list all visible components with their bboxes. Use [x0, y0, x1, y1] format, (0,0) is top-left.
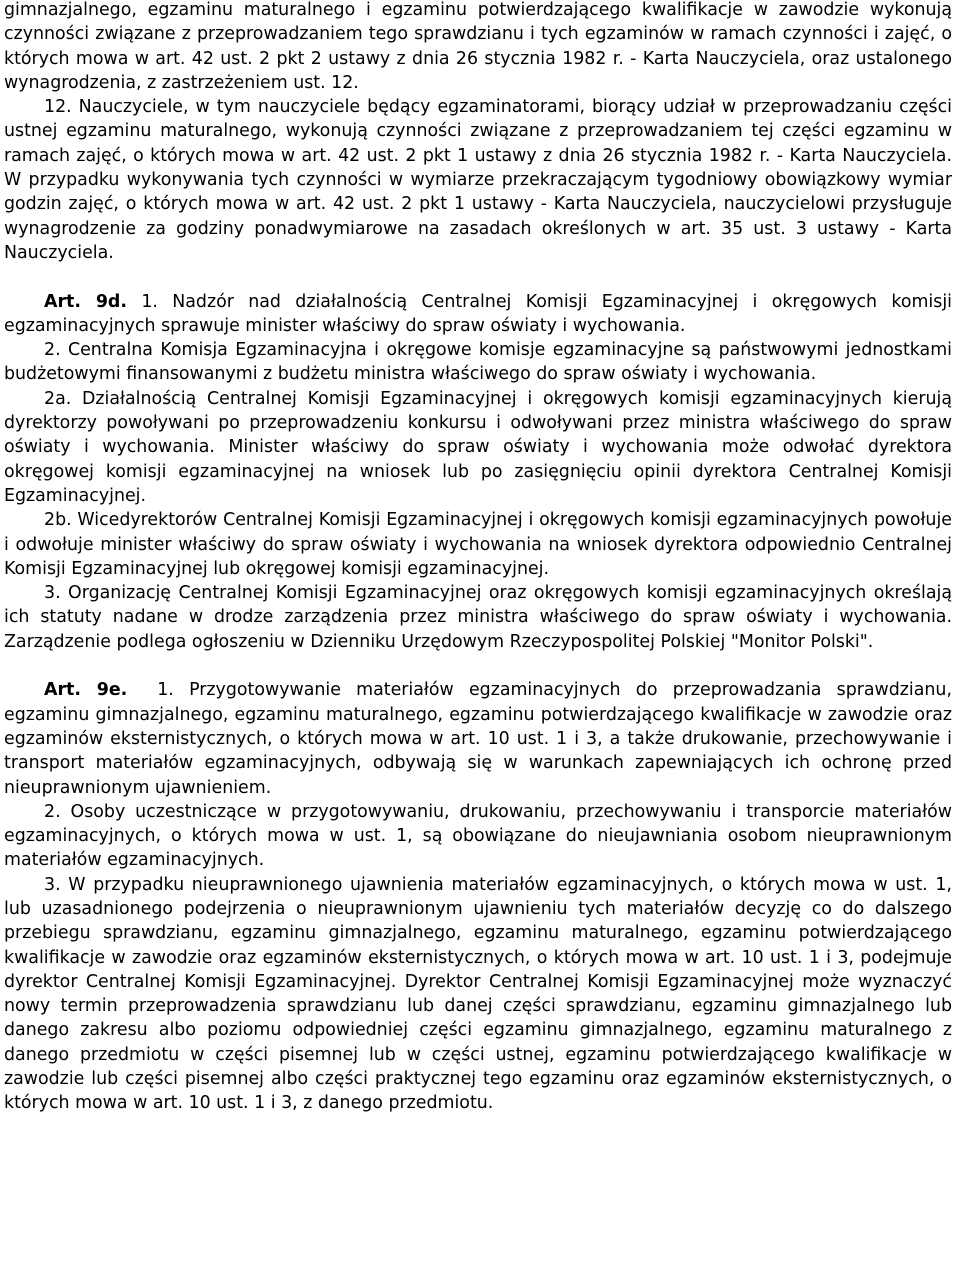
- art-9d-paragraph-2: 2. Centralna Komisja Egzaminacyjna i okręgowe komisje egzaminacyjne są państwowymi jednostkami budżetowymi finansowanymi z budżetu ministra właściwego do spraw oświaty i wychowania.: [4, 340, 952, 385]
- art-9d-paragraph-2b: 2b. Wicedyrektorów Centralnej Komisji Egzaminacyjnej i okręgowych komisji egzaminacyjnych powołuje i odwołuje minister właściwy do spraw oświaty i wychowania na wniosek dyrektora odpowiednio Centralnej Komisji Egzaminacyjnej lub okręgowej komisji egzaminacyjnej.: [4, 510, 952, 579]
- art-9e-paragraph-3: 3. W przypadku nieuprawnionego ujawnienia materiałów egzaminacyjnych, o których mowa w ust. 1, lub uzasadnionego podejrzenia o nieuprawnionym ujawnieniu tych materiałów decyzję co do dalszego przebiegu sprawdzianu, egzaminu gimnazjalnego, egzaminu maturalnego, egzaminu potwierdzającego kwalifikacje w zawodzie oraz egzaminów eksternistycznych, o których mowa w art. 10 ust. 1 i 3, podejmuje dyrektor Centralnej Komisji Egzaminacyjnej. Dyrektor Centralnej Komisji Egzaminacyjnej może wyznaczyć nowy termin przeprowadzenia sprawdzianu lub danej części sprawdzianu, egzaminu gimnazjalnego lub danego zakresu albo poziomu odpowiedniej części egzaminu gimnazjalnego, egzaminu maturalnego z danego przedmiotu w części pisemnej lub w części ustnej, egzaminu potwierdzającego kwalifikacje w zawodzie lub części pisemnej albo części praktycznej tego egzaminu oraz egzaminów eksternistycznych, o których mowa w art. 10 ust. 1 i 3, z danego przedmiotu.: [4, 874, 952, 1114]
- art-9e-paragraph-1: [4, 678, 952, 799]
- art-9d-heading: Art. 9d.: [44, 291, 127, 312]
- paragraph-12: 12. Nauczyciele, w tym nauczyciele będący egzaminatorami, biorący udział w przeprowadzaniu części ustnej egzaminu maturalnego, wykonują czynności związane z przeprowadzaniem tej części egzaminu w ramach zajęć, o których mowa w art. 42 ust. 2 pkt 1 ustawy z dnia 26 stycznia 1982 r. - Karta Nauczyciela. W przypadku wykonywania tych czynności w wymiarze przekraczającym tygodniowy obowiązkowy wymiar godzin zajęć, o których mowa w art. 42 ust. 2 pkt 1 ustawy - Karta Nauczyciela, nauczycielowi przysługuje wynagrodzenie za godziny ponadwymiarowe na zasadach określonych w art. 35 ust. 3 ustawy - Karta Nauczyciela.: [4, 97, 952, 263]
- art-9d-paragraph-3: 3. Organizację Centralnej Komisji Egzaminacyjnej oraz okręgowych komisji egzaminacyjnych określają ich statuty nadane w drodze zarządzenia przez ministra właściwego do spraw oświaty i wychowania. Zarządzenie podlega ogłoszeniu w Dzienniku Urzędowym Rzeczypospolitej Polskiej "Monitor Polski".: [4, 583, 952, 652]
- art-9e-p1-text: 1. Przygotowywanie materiałów egzaminacyjnych do przeprowadzania sprawdzianu, egzaminu gimnazjalnego, egzaminu maturalnego, egzaminu potwierdzającego kwalifikacje w zawodzie oraz egzaminów eksternistycznych, o których mowa w art. 10 ust. 1 i 3, a także drukowanie, przechowywanie i transport materiałów egzaminacyjnych, odbywają się w warunkach zapewniających ich ochronę przed nieuprawnionym ujawnieniem.: [4, 680, 952, 798]
- spacer: [4, 265, 952, 289]
- art-9d-paragraph-1: [4, 290, 952, 339]
- art-9d-paragraph-2a: 2a. Działalnością Centralnej Komisji Egzaminacyjnej i okręgowych komisji egzaminacyjnych kierują dyrektorzy powoływani po przeprowadzeniu konkursu i odwoływani przez ministra właściwego do spraw oświaty i wychowania. Minister właściwy do spraw oświaty i wychowania może odwołać dyrektora okręgowej komisji egzaminacyjnej na wniosek lub po zasięgnięciu opinii dyrektora Centralnej Komisji Egzaminacyjnej.: [4, 388, 952, 506]
- art-9d-p1-text: 1. Nadzór nad działalnością Centralnej Komisji Egzaminacyjnej i okręgowych komisji egzaminacyjnych sprawuje minister właściwy do spraw oświaty i wychowania.: [4, 291, 952, 336]
- art-9e-paragraph-2: 2. Osoby uczestniczące w przygotowywaniu, drukowaniu, przechowywaniu i transporcie materiałów egzaminacyjnych, o których mowa w ust. 1, są obowiązane do nieujawniania osobom nieuprawnionym materiałów egzaminacyjnych.: [4, 801, 952, 871]
- intro-paragraph: gimnazjalnego, egzaminu maturalnego i egzaminu potwierdzającego kwalifikacje w zawodzie wykonują czynności związane z przeprowadzaniem tego sprawdzianu i tych egzaminów w ramach czynności i zajęć, o których mowa w art. 42 ust. 2 pkt 2 ustawy z dnia 26 stycznia 1982 r. - Karta Nauczyciela, oraz ustalonego wynagrodzenia, z zastrzeżeniem ust. 12.: [4, 0, 952, 93]
- document-body: [4, 0, 952, 1116]
- spacer: [4, 654, 952, 678]
- art-9e-heading: Art. 9e.: [44, 680, 128, 701]
